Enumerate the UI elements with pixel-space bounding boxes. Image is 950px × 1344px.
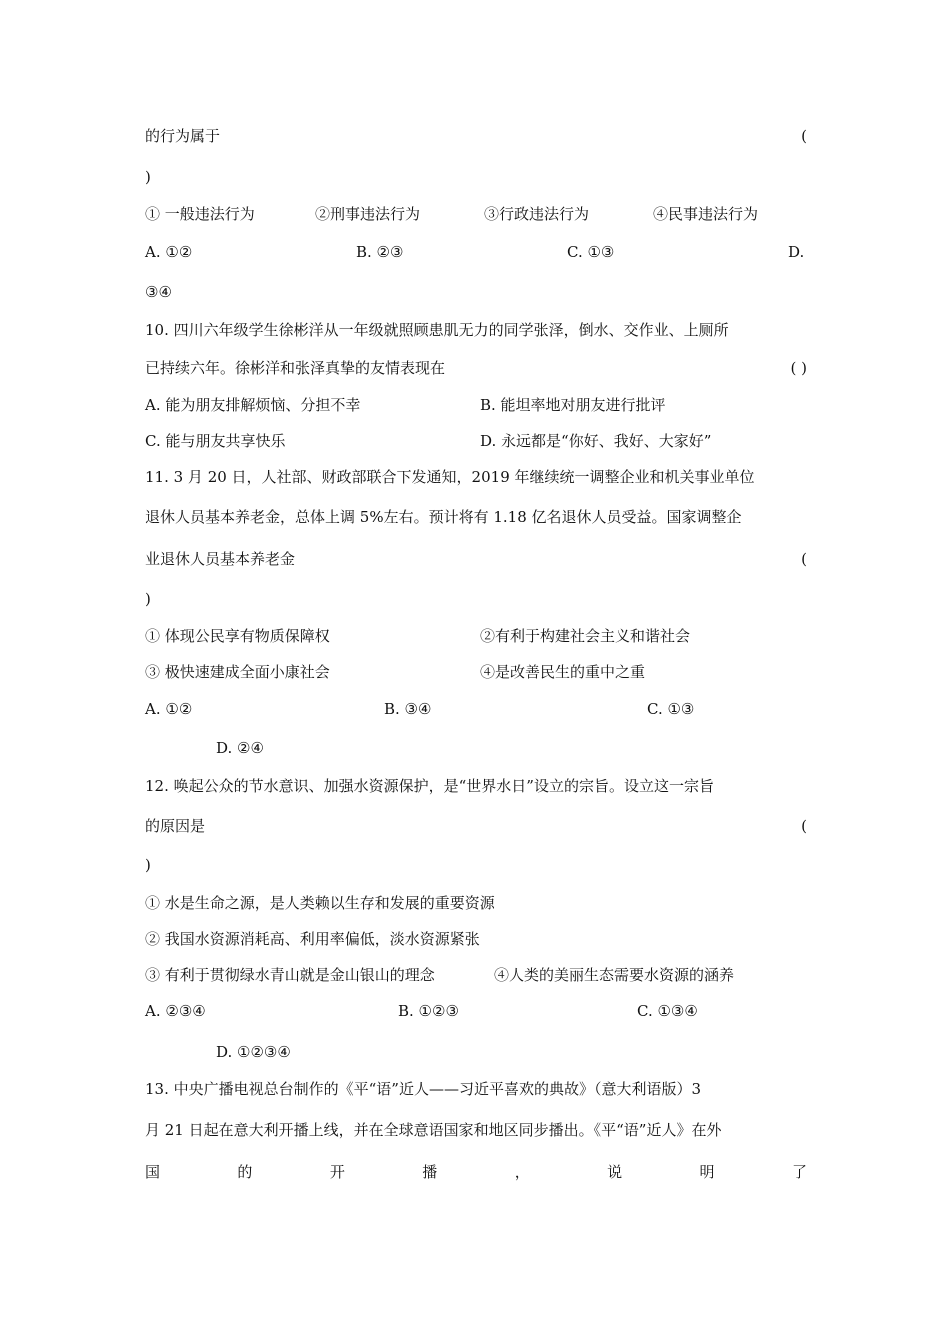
q12-paren-close: ) <box>145 856 151 874</box>
q11-option-2: ②有利于构建社会主义和谐社会 <box>480 627 691 645</box>
q9-option-2: ②刑事违法行为 <box>315 205 421 223</box>
q9-choice-b: B. ②③ <box>356 243 404 261</box>
q12-option-2: ② 我国水资源消耗高、利用率偏低，淡水资源紧张 <box>145 930 480 948</box>
q13-stem-line-2: 月 21 日起在意大利开播上线，并在全球意语国家和地区同步播出。《平“语”近人》在外 <box>145 1121 722 1139</box>
q9-answer-paren: ( <box>801 127 807 145</box>
q9-option-4: ④民事违法行为 <box>653 205 759 223</box>
q9-choice-d-cont: ③④ <box>145 283 172 301</box>
q9-choice-a: A. ①② <box>145 243 193 261</box>
q9-stem-tail <box>145 124 807 148</box>
q12-option-1: ① 水是生命之源，是人类赖以生存和发展的重要资源 <box>145 894 495 912</box>
q11-stem-text: 业退休人员基本养老金 <box>145 550 296 568</box>
q12-choice-d: D. ①②③④ <box>216 1043 291 1061</box>
q9-option-1: ① 一般违法行为 <box>145 205 255 223</box>
q11-choice-a: A. ①② <box>145 700 193 718</box>
q11-choice-d: D. ②④ <box>216 739 264 757</box>
q12-option-4: ④人类的美丽生态需要水资源的涵养 <box>494 966 735 984</box>
q13-char: 播 <box>422 1163 438 1181</box>
q12-option-3: ③ 有利于贯彻绿水青山就是金山银山的理念 <box>145 966 435 984</box>
q10-choice-d: D. 永远都是“你好、我好、大家好” <box>480 432 712 450</box>
q13-stem-line-3 <box>145 1160 807 1184</box>
q13-char: ， <box>514 1163 530 1181</box>
q10-choice-a: A. 能为朋友排解烦恼、分担不幸 <box>145 396 361 414</box>
q11-choice-c: C. ①③ <box>647 700 695 718</box>
q12-stem-line-2 <box>145 814 807 838</box>
q9-paren-close: ) <box>145 168 151 186</box>
q9-option-3: ③行政违法行为 <box>484 205 590 223</box>
q11-option-3: ③ 极快速建成全面小康社会 <box>145 663 330 681</box>
q13-char: 的 <box>237 1163 253 1181</box>
q11-answer-paren: ( <box>801 550 807 568</box>
q12-choice-a: A. ②③④ <box>145 1002 206 1020</box>
q10-stem-text: 已持续六年。徐彬洋和张泽真挚的友情表现在 <box>145 359 446 377</box>
q11-paren-close: ) <box>145 590 151 608</box>
q12-stem-text: 的原因是 <box>145 817 206 835</box>
q9-stem-text: 的行为属于 <box>145 127 221 145</box>
q11-choice-b: B. ③④ <box>384 700 432 718</box>
q12-answer-paren: ( <box>801 817 807 835</box>
q11-stem-line-1: 11. 3 月 20 日，人社部、财政部联合下发通知，2019 年继续统一调整企业和机关事业单位 <box>145 468 755 486</box>
q11-stem-line-3 <box>145 547 807 571</box>
q13-char: 了 <box>791 1163 807 1181</box>
q9-choice-d: D. <box>788 243 805 261</box>
q10-answer-paren: ( ) <box>790 359 807 377</box>
q13-char: 国 <box>145 1163 161 1181</box>
q11-option-4: ④是改善民生的重中之重 <box>480 663 646 681</box>
q12-choice-b: B. ①②③ <box>398 1002 459 1020</box>
q11-option-1: ① 体现公民享有物质保障权 <box>145 627 330 645</box>
q12-stem-line-1: 12. 唤起公众的节水意识、加强水资源保护，是“世界水日”设立的宗旨。设立这一宗旨 <box>145 777 714 795</box>
q10-stem-line-1: 10. 四川六年级学生徐彬洋从一年级就照顾患肌无力的同学张泽，倒水、交作业、上厕所 <box>145 321 729 339</box>
q11-stem-line-2: 退休人员基本养老金，总体上调 5%左右。预计将有 1.18 亿名退休人员受益。国家调整企 <box>145 508 742 526</box>
q13-stem-line-1: 13. 中央广播电视总台制作的《平“语”近人——习近平喜欢的典故》（意大利语版）3 <box>145 1080 702 1098</box>
q13-char: 明 <box>699 1163 715 1181</box>
q12-choice-c: C. ①③④ <box>637 1002 698 1020</box>
q13-char: 开 <box>329 1163 345 1181</box>
q10-stem-line-2 <box>145 356 807 380</box>
q10-choice-b: B. 能坦率地对朋友进行批评 <box>480 396 666 414</box>
q9-choice-c: C. ①③ <box>567 243 615 261</box>
q10-choice-c: C. 能与朋友共享快乐 <box>145 432 286 450</box>
q13-char: 说 <box>607 1163 623 1181</box>
